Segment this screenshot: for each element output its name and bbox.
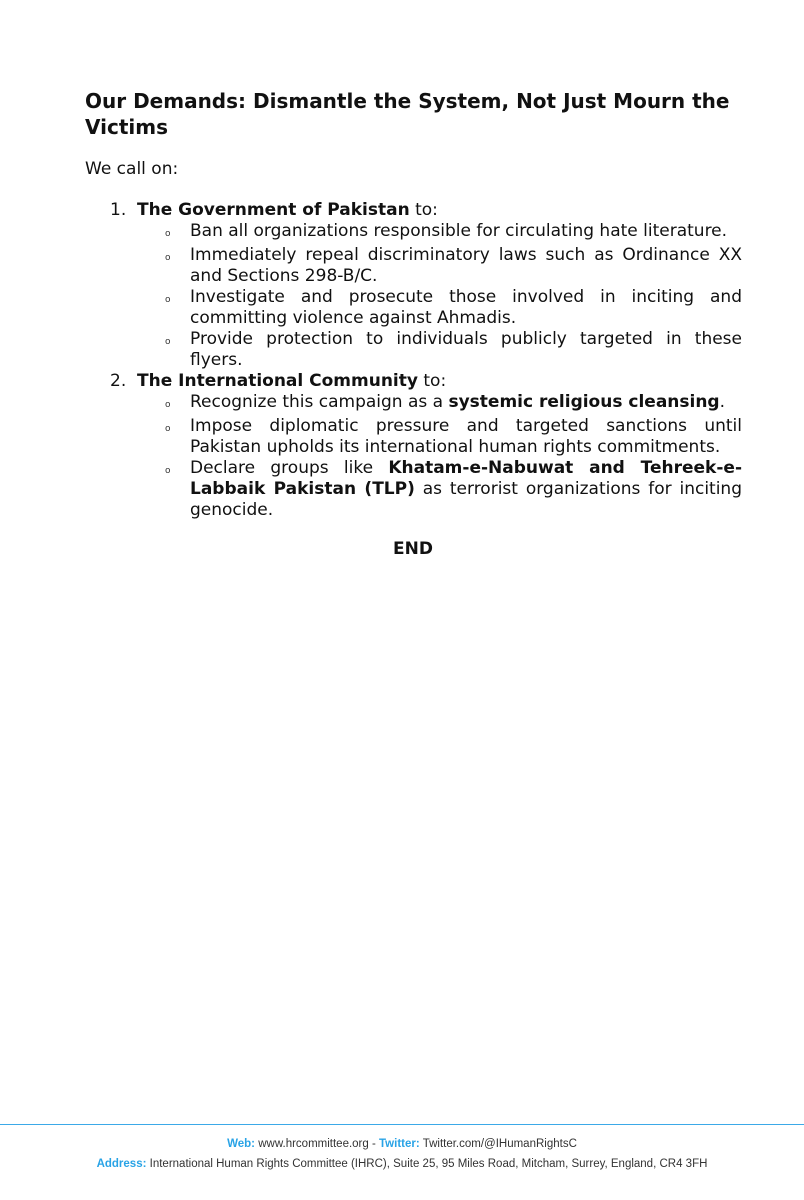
text-run: Recognize this campaign as a [190,392,449,412]
international-sub-list [110,392,742,521]
text-run: . [719,392,726,412]
demand-heading [110,200,742,221]
circle-bullet-icon: o [165,424,171,434]
footer-web-label: Web: [227,1138,256,1150]
list-item [165,392,742,416]
list-item [165,458,742,521]
footer-contact-line [0,1134,804,1154]
demand-heading-text [137,200,438,221]
footer-separator: - [368,1138,380,1150]
list-item-text [190,392,742,413]
demand-target: The International Community [137,371,418,391]
emphasis-text: systemic religious cleansing [448,392,720,412]
list-item-text: Provide protection to individuals publicly targeted in these flyers. [190,329,742,370]
list-item-text [190,458,742,521]
footer-address-line [0,1154,804,1174]
page-title: Our Demands: Dismantle the System, Not Just Mourn the Victims [85,89,730,139]
page-footer [0,1134,804,1174]
circle-bullet-icon: o [165,466,171,476]
list-item [165,221,742,245]
list-item [165,329,742,371]
end-marker: END [393,539,433,559]
demand-heading [110,371,742,392]
footer-divider [0,1124,804,1125]
list-item-text: Ban all organizations responsible for circulating hate literature. [190,221,728,241]
footer-address: International Human Rights Committee (IHRC), Suite 25, 95 Miles Road, Mitcham, Surrey, England, CR4 3FH [149,1158,708,1170]
emphasis-text: Khatam-e-Nabuwat and Tehreek-e-Labbaik Pakistan (TLP) [190,458,742,499]
demand-number: 1. [110,200,127,220]
list-item [165,245,742,287]
list-item [165,287,742,329]
list-item-text: Immediately repeal discriminatory laws such as Ordinance XX and Sections 298-B/C. [190,245,742,286]
circle-bullet-icon: o [165,400,171,410]
circle-bullet-icon: o [165,295,171,305]
circle-bullet-icon: o [165,337,171,347]
list-item-text: Investigate and prosecute those involved in inciting and committing violence against Ahmadis. [190,287,742,328]
demand-item-government [110,200,742,371]
demand-heading-text [137,371,446,392]
footer-address-label: Address: [96,1158,147,1170]
government-sub-list [110,221,742,371]
demands-list [110,200,742,521]
text-run: Declare groups like [190,458,389,478]
list-item [165,416,742,458]
demand-item-international [110,371,742,521]
demand-number: 2. [110,371,127,391]
circle-bullet-icon: o [165,229,171,239]
circle-bullet-icon: o [165,253,171,263]
demand-target: The Government of Pakistan [137,200,410,220]
text-run: as terrorist organizations for inciting genocide. [190,479,743,520]
footer-twitter-label: Twitter: [379,1138,420,1150]
demand-suffix: to: [409,200,438,220]
demand-suffix: to: [417,371,447,391]
footer-twitter-link[interactable]: Twitter.com/@IHumanRightsC [422,1138,577,1150]
list-item-text: Impose diplomatic pressure and targeted sanctions until Pakistan upholds its international human rights commitments. [190,416,742,457]
footer-web-link[interactable]: www.hrcommittee.org [258,1138,369,1150]
intro-text: We call on: [85,159,179,179]
